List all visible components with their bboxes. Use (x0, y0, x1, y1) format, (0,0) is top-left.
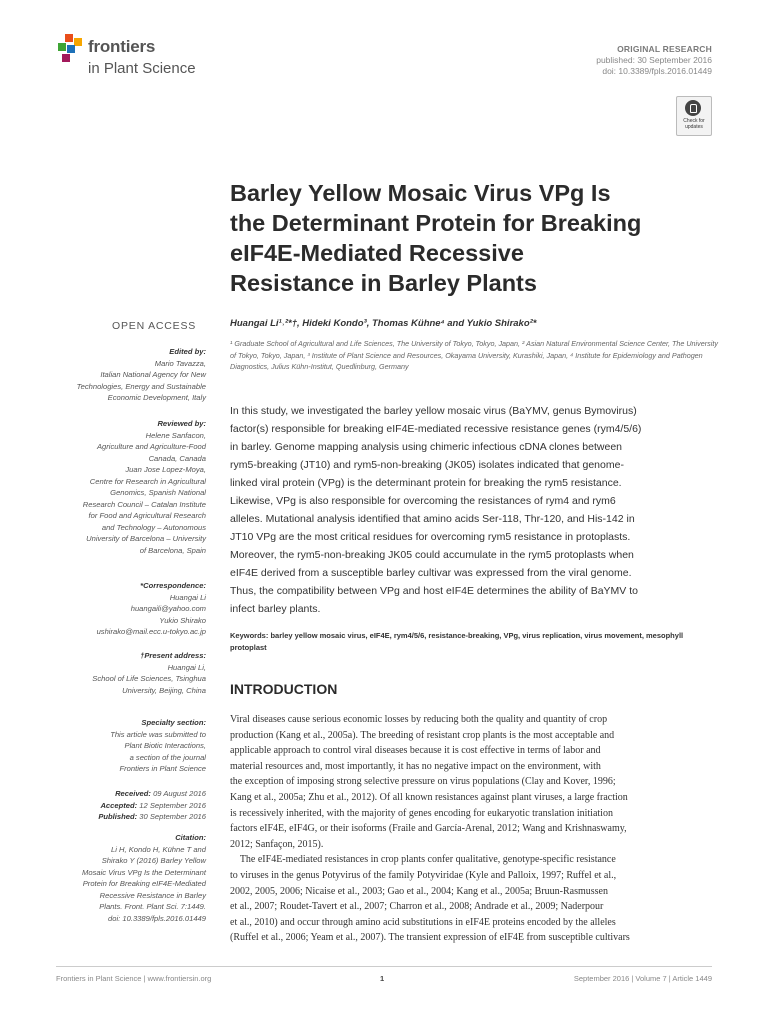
accepted-label: Accepted: (100, 800, 138, 810)
sidebar-line: Mario Tavazza, (154, 358, 206, 368)
affiliations: ¹ Graduate School of Agricultural and Life Sciences, The University of Tokyo, Tokyo, Japan, ² Asian Natural Environmental Science Center, The University of Tokyo, Tokyo, Japan, ³ Institute of Plant Science and Resources, Okayama University, Kurashiki, Japan, ⁴ Institute for Epidemiology and Pathogen Diagnostics, Julius Kühn-Institut, Quedlinburg, Germany (230, 339, 718, 371)
sidebar-line: Frontiers in Plant Science (119, 764, 206, 773)
published-label: Published: (98, 812, 138, 821)
body-line: production (Kang et al., 2005a). The breeding of resistant crop plants is the most acceptable and (230, 729, 615, 741)
citation-heading: Citation: (175, 833, 206, 842)
abstract-line: infect barley plants. (230, 603, 321, 615)
abstract-line: in barley. Genome mapping analysis using chimeric infectious cDNA clones between (230, 441, 623, 453)
abstract-line: Likewise, VPg is also responsible for overcoming the resistances of rym4 and rym6 (230, 495, 616, 507)
sidebar-line: Huangai Li, (167, 662, 206, 672)
published-date: published: 30 September 2016 (596, 55, 712, 65)
sidebar-line: Helene Sanfacon, (145, 430, 206, 440)
present-address-heading: †Present address: (140, 651, 206, 660)
sidebar-line: Economic Development, Italy (107, 393, 206, 402)
open-access-label: OPEN ACCESS (112, 320, 197, 332)
reviewed-by-block (56, 418, 206, 556)
section-heading: INTRODUCTION (230, 681, 338, 697)
body-line: Kang et al., 2005a; Zhu et al., 2012). Of all known resistances against plant viruses, a large fraction (230, 791, 628, 803)
page-number: 1 (380, 974, 385, 983)
body-line: material resources and, most importantly, it has no negative impact on the environment, with (230, 760, 601, 772)
badge-line: updates (685, 124, 703, 130)
body-line: the exception of imposing strong selective pressure on virus populations (Clay and Kover, 1996; (230, 776, 616, 788)
specialty-heading: Specialty section: (141, 718, 206, 727)
sidebar-line: Research Council – Catalan Institute (82, 499, 206, 509)
title-line: the Determinant Protein for Breaking (230, 210, 642, 236)
title-line: Barley Yellow Mosaic Virus VPg Is (230, 180, 611, 206)
sidebar-line: Juan Jose Lopez-Moya, (125, 465, 206, 474)
abstract-line: In this study, we investigated the barley yellow mosaic virus (BaYMV, genus Bymovirus) (230, 405, 637, 417)
received-date: 09 August 2016 (153, 789, 206, 798)
present-address-block (56, 650, 206, 696)
body-line: 2002, 2005, 2006; Nicaise et al., 2003; Gao et al., 2004; Kang et al., 2005a; Bruun-Rasmussen (230, 885, 608, 897)
sidebar-line: University of Barcelona – University (86, 534, 206, 543)
body-line: Viral diseases cause serious economic losses by reducing both the quality and quantity of crop (230, 714, 608, 725)
author-list[interactable]: Huangai Li¹˒²*†, Hideki Kondo³, Thomas Kühne⁴ and Yukio Shirako²* (230, 318, 537, 329)
sidebar-line: Genomics, Spanish National (110, 488, 206, 497)
article-title (230, 178, 730, 298)
sidebar-line: Italian National Agency for New (100, 370, 206, 379)
keywords-label: Keywords: (230, 631, 269, 640)
logo-journal-name: in Plant Science (88, 60, 196, 77)
sidebar-line: Agriculture and Agriculture-Food (96, 442, 206, 451)
received-label: Received: (115, 789, 151, 798)
sidebar-line: for Food and Agricultural Research (88, 511, 206, 520)
citation-block (56, 832, 206, 924)
sidebar-line: Canada, Canada (148, 453, 206, 463)
keywords (230, 630, 714, 653)
abstract (230, 402, 714, 618)
sidebar-line: Centre for Research in Agricultural (89, 476, 206, 486)
correspondence-block (56, 580, 206, 638)
dates-block (56, 788, 206, 823)
body-line: et al., 2010) and occur through amino acid substitutions in eIF4E proteins encoded by the alleles (230, 916, 616, 928)
title-line: eIF4E-Mediated Recessive (230, 240, 524, 266)
body-line: et al., 2007; Roudet-Tavert et al., 2007; Charron et al., 2008; Andrade et al., 2009; Naderpour (230, 901, 604, 913)
sidebar-line: Protein for Breaking eIF4E-Mediated (82, 879, 206, 888)
sidebar-line: Li H, Kondo H, Kühne T and (111, 844, 206, 854)
edited-by-block (56, 346, 206, 404)
frontiers-logo-icon (56, 34, 84, 64)
abstract-line: alleles. Mutational analysis identified that amino acids Ser-118, Thr-120, and His-142 in (230, 513, 635, 525)
specialty-section-block (56, 717, 206, 775)
check-for-updates-button[interactable] (676, 96, 712, 136)
sidebar-line: a section of the journal (129, 752, 206, 762)
sidebar-line: School of Life Sciences, Tsinghua (92, 674, 206, 683)
accepted-date: 12 September 2016 (139, 800, 206, 810)
abstract-line: rym5-breaking (JT10) and rym5-non-breaking (JK05) isolates indicated that genome- (230, 459, 624, 471)
introduction-body (230, 712, 714, 946)
sidebar-line: Mosaic Virus VPg Is the Determinant (82, 867, 206, 877)
abstract-line: factor(s) responsible for breaking eIF4E-mediated recessive resistance genes (rym4/5/6) (230, 423, 642, 435)
footer-divider (56, 966, 712, 967)
sidebar-line: Huangai Li (169, 592, 206, 602)
abstract-line: eIF4E derived from a susceptible barley cultivar was expressed from the viral genome. (230, 567, 632, 579)
body-line: 2012; Sanfaçon, 2015). (230, 838, 324, 850)
body-line: to viruses in the genus Potyvirus of the family Potyviridae (Kyle and Palloix, 1997; Ruffel et al., (230, 869, 617, 881)
doi[interactable]: doi: 10.3389/fpls.2016.01449 (602, 66, 712, 76)
article-type: ORIGINAL RESEARCH (617, 44, 712, 54)
abstract-line: JT10 VPg are the most critical residues for overcoming rym5 resistance in protoplasts. (230, 531, 631, 543)
published-date-side: 30 September 2016 (139, 812, 206, 821)
abstract-line: linked viral protein (VPg) is the determinant protein for breaking the rym5 resistance. (230, 477, 622, 489)
body-line: is recessively inherited, with the majority of genes encoding for eukaryotic translation initiation (230, 807, 613, 819)
reviewed-by-heading: Reviewed by: (157, 419, 206, 428)
abstract-line: Thus, the compatibility between VPg and host eIF4E determines the ability of BaYMV to (230, 585, 638, 597)
body-line: applicable approach to control viral diseases because it is cost effective in terms of labor and (230, 745, 601, 757)
correspondence-heading: *Correspondence: (140, 581, 206, 590)
edited-by-heading: Edited by: (169, 347, 206, 356)
sidebar-line: and Technology – Autonomous (101, 522, 206, 532)
sidebar-line: Recessive Resistance in Barley (99, 890, 206, 900)
footer-issue: September 2016 | Volume 7 | Article 1449 (573, 974, 712, 983)
sidebar-line: Plant Biotic Interactions, (124, 741, 206, 750)
sidebar-line: Shirako Y (2016) Barley Yellow (101, 856, 206, 865)
email-link[interactable]: ushirako@mail.ecc.u-tokyo.ac.jp (96, 627, 206, 636)
sidebar-line: University, Beijing, China (122, 685, 206, 695)
doi-link[interactable]: doi: 10.3389/fpls.2016.01449 (108, 913, 206, 923)
article-meta (596, 44, 712, 77)
title-line: Resistance in Barley Plants (230, 270, 537, 296)
sidebar-line: This article was submitted to (110, 729, 206, 739)
email-link[interactable]: huangaili@yahoo.com (130, 604, 206, 613)
body-line: The eIF4E-mediated resistances in crop plants confer qualitative, genotype-specific resistance (230, 854, 616, 866)
journal-logo[interactable] (56, 34, 226, 80)
crossmark-icon (685, 100, 701, 116)
body-line: factors eIF4E, eIF4G, or their isoforms (Fraile and García-Arenal, 2012; Wang and Krishnaswamy, (230, 823, 627, 835)
sidebar-line: of Barcelona, Spain (139, 545, 206, 555)
footer-journal[interactable]: Frontiers in Plant Science | www.frontiersin.org (56, 974, 212, 983)
badge-line: Check for (683, 118, 705, 124)
sidebar-line: Yukio Shirako (159, 615, 206, 625)
abstract-line: Moreover, the rym5-non-breaking JK05 could accumulate in the rym5 protoplasts when (230, 549, 634, 561)
logo-wordmark: frontiers (88, 37, 156, 56)
sidebar-line: Plants. Front. Plant Sci. 7:1449. (99, 902, 206, 911)
body-line: (Ruffel et al., 2006; Yeam et al., 2007). The transient expression of eIF4E from susceptible cultivars (230, 932, 630, 944)
keywords-text: barley yellow mosaic virus, eIF4E, rym4/5/6, resistance-breaking, VPg, virus replication, virus movement, mesophyll protoplast (230, 631, 684, 652)
sidebar-line: Technologies, Energy and Sustainable (76, 381, 206, 391)
